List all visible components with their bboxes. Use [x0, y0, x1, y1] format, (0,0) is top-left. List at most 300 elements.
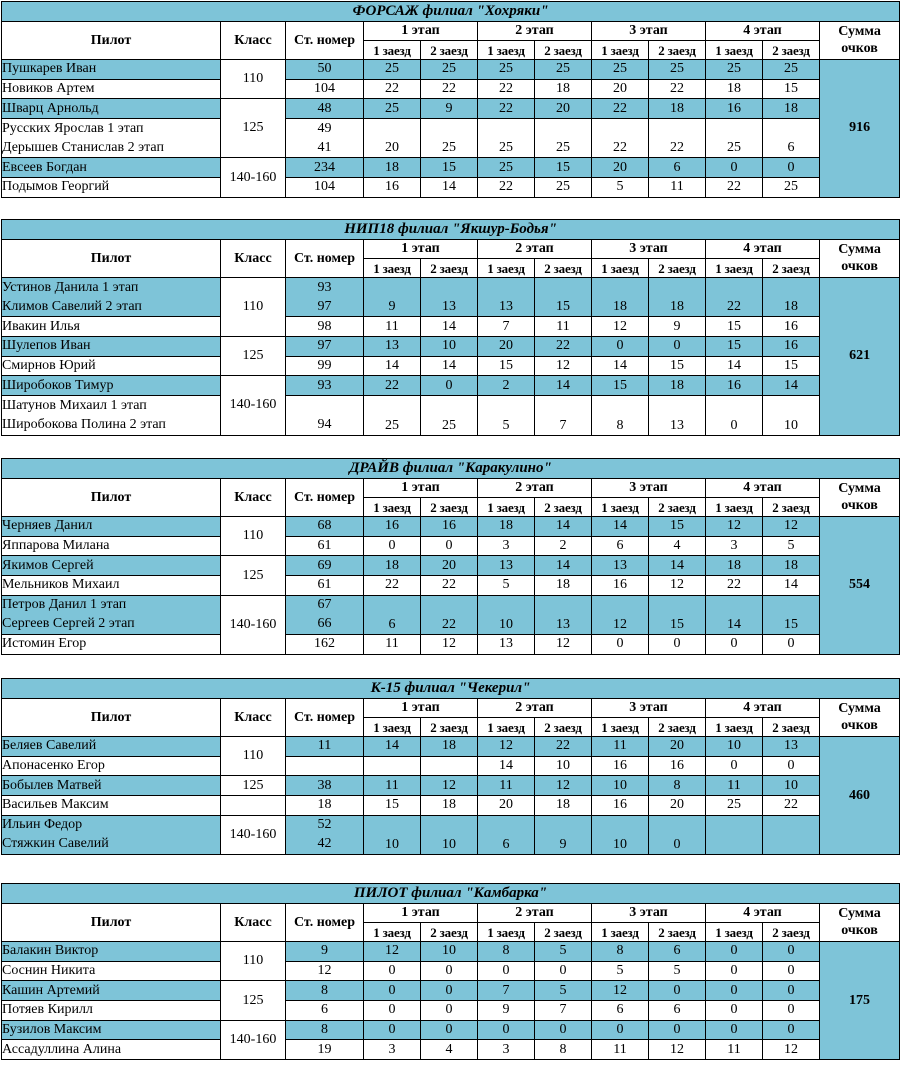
- pilot-name: [2, 942, 221, 962]
- team-title: К-15 филиал "Чекерил": [2, 679, 900, 699]
- race-score: 11: [364, 635, 421, 655]
- race-score: 0: [364, 981, 421, 1001]
- race-score: 18: [649, 376, 706, 396]
- race-score: 12: [706, 517, 763, 537]
- pilot-name: [2, 99, 221, 119]
- pilot-name: [2, 278, 221, 317]
- race-score: 8: [592, 942, 649, 962]
- race-score: 20: [421, 556, 478, 576]
- start-number: [286, 1040, 364, 1060]
- start-number: [286, 317, 364, 337]
- start-number: [286, 99, 364, 119]
- start-number-line: 66: [317, 616, 332, 632]
- race-score: 0: [706, 942, 763, 962]
- header-race-1: 1 заезд: [706, 498, 763, 517]
- race-score: 16: [364, 517, 421, 537]
- race-score: 0: [649, 815, 706, 854]
- race-score: 20: [649, 796, 706, 816]
- start-number-line: 42: [317, 836, 332, 852]
- start-number-line: 94: [317, 416, 332, 432]
- race-score: 15: [649, 595, 706, 634]
- header-race-1: 1 заезд: [592, 718, 649, 737]
- race-score: 15: [649, 356, 706, 376]
- race-score: 13: [364, 337, 421, 357]
- table-row: [2, 776, 900, 796]
- race-score: 14: [763, 376, 820, 396]
- race-score: 10: [592, 815, 649, 854]
- race-score: 22: [364, 376, 421, 396]
- pilot-name: [2, 1020, 221, 1040]
- race-score: 11: [535, 317, 592, 337]
- pilot-name-line: Потяев Кирилл: [2, 1002, 93, 1018]
- team-title: ФОРСАЖ филиал "Хохряки": [2, 2, 900, 22]
- race-score: 11: [649, 178, 706, 198]
- race-score: 25: [364, 99, 421, 119]
- race-score: 0: [364, 536, 421, 556]
- header-race-2: 2 заезд: [649, 718, 706, 737]
- race-score: 0: [763, 635, 820, 655]
- header-start-number: Ст. номер: [286, 479, 364, 517]
- race-score: 22: [535, 737, 592, 757]
- start-number-line: 97: [317, 298, 332, 314]
- race-score: 22: [421, 576, 478, 596]
- start-number-line: [286, 399, 363, 413]
- pilot-name-line: Петров Данил 1 этап: [2, 597, 127, 613]
- race-score: 14: [421, 317, 478, 337]
- start-number: [286, 961, 364, 981]
- header-sum-line2: очков: [841, 41, 878, 56]
- race-score: 14: [364, 737, 421, 757]
- header-stage: 1 этап: [364, 22, 478, 41]
- team-total-points: 175: [820, 942, 900, 1060]
- race-score: 0: [706, 981, 763, 1001]
- race-score: 9: [535, 815, 592, 854]
- race-score: 12: [592, 595, 649, 634]
- header-race-2: 2 заезд: [421, 923, 478, 942]
- header-stage: 2 этап: [478, 240, 592, 259]
- header-race-1: 1 заезд: [364, 718, 421, 737]
- race-score: 5: [478, 576, 535, 596]
- race-score: 22: [478, 178, 535, 198]
- race-score: 25: [478, 60, 535, 80]
- race-score: 12: [535, 635, 592, 655]
- race-score: 0: [649, 635, 706, 655]
- start-number-line: 8: [321, 1022, 328, 1038]
- header-stage: 3 этап: [592, 479, 706, 498]
- start-number-line: 50: [317, 61, 332, 77]
- race-score: 15: [706, 337, 763, 357]
- start-number: [286, 796, 364, 816]
- header-race-1: 1 заезд: [592, 498, 649, 517]
- race-score: 16: [592, 796, 649, 816]
- pilot-name: [2, 396, 221, 435]
- table-row: [2, 1040, 900, 1060]
- header-race-2: 2 заезд: [535, 718, 592, 737]
- race-score: 25: [364, 396, 421, 435]
- header-pilot: Пилот: [2, 240, 221, 278]
- start-number: [286, 517, 364, 537]
- race-score: 11: [706, 1040, 763, 1060]
- start-number-line: 162: [314, 636, 335, 652]
- team-table: [1, 219, 900, 436]
- table-row: [2, 178, 900, 198]
- header-sum-line1: Сумма: [838, 481, 881, 496]
- team-table: [1, 458, 900, 655]
- header-start-number: Ст. номер: [286, 22, 364, 60]
- race-score: 18: [535, 796, 592, 816]
- header-race-1: 1 заезд: [706, 923, 763, 942]
- race-score: 22: [592, 99, 649, 119]
- pilot-name-line: Дерышев Станислав 2 этап: [2, 139, 164, 155]
- race-score: 5: [649, 961, 706, 981]
- race-score: 5: [592, 178, 649, 198]
- race-score: 0: [421, 536, 478, 556]
- header-stage: 3 этап: [592, 904, 706, 923]
- start-number-line: 99: [317, 358, 332, 374]
- start-number: [286, 79, 364, 99]
- team-table: [1, 678, 900, 855]
- race-score: 0: [706, 396, 763, 435]
- team-total-points: 916: [820, 60, 900, 198]
- start-number: [286, 1020, 364, 1040]
- race-score: 5: [763, 536, 820, 556]
- race-score: 16: [364, 178, 421, 198]
- header-race-2: 2 заезд: [763, 259, 820, 278]
- race-score: 5: [535, 981, 592, 1001]
- team-title: ДРАЙВ филиал "Каракулино": [2, 459, 900, 479]
- header-points-sum: [820, 699, 900, 737]
- race-score: 22: [421, 595, 478, 634]
- start-number-line: 61: [317, 538, 332, 554]
- race-score: 16: [421, 517, 478, 537]
- race-score: 13: [478, 635, 535, 655]
- table-row: [2, 278, 900, 317]
- pilot-name-line: Подымов Георгий: [2, 179, 110, 195]
- header-race-1: 1 заезд: [592, 41, 649, 60]
- race-score: 0: [535, 961, 592, 981]
- race-score: 10: [364, 815, 421, 854]
- race-score: 10: [763, 776, 820, 796]
- race-score: 25: [706, 60, 763, 80]
- pilot-name-line: Черняев Данил: [2, 518, 93, 534]
- race-score: 0: [706, 756, 763, 776]
- pilot-class: 110: [221, 737, 286, 776]
- table-row: [2, 1001, 900, 1021]
- table-row: [2, 158, 900, 178]
- race-score: 0: [763, 981, 820, 1001]
- header-stage: 2 этап: [478, 699, 592, 718]
- race-score: 18: [364, 158, 421, 178]
- race-score: 16: [763, 337, 820, 357]
- race-score: 7: [478, 317, 535, 337]
- start-number-line: 19: [317, 1041, 332, 1057]
- pilot-class: 140-160: [221, 376, 286, 435]
- race-score: 0: [706, 1001, 763, 1021]
- race-score: 22: [478, 79, 535, 99]
- race-score: 0: [592, 635, 649, 655]
- pilot-name: [2, 1001, 221, 1021]
- race-score: 3: [478, 536, 535, 556]
- race-score: 15: [763, 356, 820, 376]
- pilot-name: [2, 536, 221, 556]
- start-number: [286, 737, 364, 757]
- race-score: 14: [535, 376, 592, 396]
- race-score: 0: [763, 942, 820, 962]
- race-score: 10: [478, 595, 535, 634]
- table-row: [2, 576, 900, 596]
- header-race-2: 2 заезд: [763, 923, 820, 942]
- table-row: [2, 337, 900, 357]
- race-score: 25: [649, 60, 706, 80]
- race-score: 20: [649, 737, 706, 757]
- table-row: [2, 961, 900, 981]
- pilot-class: [221, 796, 286, 816]
- race-score: 0: [421, 981, 478, 1001]
- race-score: 4: [649, 536, 706, 556]
- start-number: [286, 776, 364, 796]
- header-race-1: 1 заезд: [364, 498, 421, 517]
- pilot-class: 125: [221, 981, 286, 1020]
- header-race-2: 2 заезд: [421, 718, 478, 737]
- race-score: 12: [535, 776, 592, 796]
- race-score: 15: [706, 317, 763, 337]
- start-number: [286, 356, 364, 376]
- race-score: 7: [535, 396, 592, 435]
- race-score: 22: [649, 79, 706, 99]
- race-score: 20: [535, 99, 592, 119]
- table-row: [2, 595, 900, 634]
- header-sum-line2: очков: [841, 718, 878, 733]
- pilot-name-line: Мельников Михаил: [2, 577, 120, 593]
- race-score: 22: [478, 99, 535, 119]
- pilot-name-line: Якимов Сергей: [2, 557, 94, 573]
- header-sum-line1: Сумма: [838, 906, 881, 921]
- race-score: 12: [649, 576, 706, 596]
- race-score: 6: [649, 1001, 706, 1021]
- race-score: 14: [592, 356, 649, 376]
- pilot-class: 140-160: [221, 1020, 286, 1059]
- race-score: 20: [478, 337, 535, 357]
- header-sum-line1: Сумма: [838, 242, 881, 257]
- pilot-name-line: Климов Савелий 2 этап: [2, 298, 142, 314]
- header-race-2: 2 заезд: [649, 259, 706, 278]
- start-number: [286, 1001, 364, 1021]
- race-score: 12: [421, 776, 478, 796]
- race-score: 16: [649, 756, 706, 776]
- pilot-class: 140-160: [221, 595, 286, 654]
- race-score: 0: [421, 961, 478, 981]
- race-score: [763, 815, 820, 854]
- race-score: 22: [421, 79, 478, 99]
- header-class: Класс: [221, 479, 286, 517]
- race-score: 0: [364, 1020, 421, 1040]
- header-stage: 4 этап: [706, 479, 820, 498]
- pilot-name: [2, 595, 221, 634]
- start-number-line: 49: [317, 120, 332, 136]
- header-stage: 1 этап: [364, 904, 478, 923]
- race-score: 0: [763, 961, 820, 981]
- table-row: [2, 79, 900, 99]
- start-number: [286, 278, 364, 317]
- race-score: 0: [421, 376, 478, 396]
- race-score: 25: [592, 60, 649, 80]
- table-row: [2, 119, 900, 158]
- start-number-line: 98: [317, 318, 332, 334]
- start-number-line: 104: [314, 81, 335, 97]
- race-score: 3: [706, 536, 763, 556]
- header-race-2: 2 заезд: [763, 718, 820, 737]
- pilot-name: [2, 796, 221, 816]
- header-pilot: Пилот: [2, 904, 221, 942]
- header-class: Класс: [221, 240, 286, 278]
- race-score: 20: [592, 79, 649, 99]
- header-stage: 1 этап: [364, 479, 478, 498]
- pilot-class: 110: [221, 60, 286, 99]
- start-number-line: 52: [317, 817, 332, 833]
- header-race-2: 2 заезд: [421, 259, 478, 278]
- header-race-2: 2 заезд: [763, 41, 820, 60]
- pilot-class: 125: [221, 556, 286, 595]
- race-score: 14: [535, 517, 592, 537]
- race-score: 0: [763, 1020, 820, 1040]
- pilot-name-line: Бобылев Матвей: [2, 777, 102, 793]
- start-number: [286, 815, 364, 854]
- pilot-name: [2, 1040, 221, 1060]
- pilot-name-line: Шварц Арнольд: [2, 100, 99, 116]
- pilot-class: 140-160: [221, 158, 286, 197]
- pilot-name: [2, 981, 221, 1001]
- header-start-number: Ст. номер: [286, 699, 364, 737]
- race-score: 8: [592, 396, 649, 435]
- race-score: 25: [535, 119, 592, 158]
- race-score: 14: [649, 556, 706, 576]
- race-score: 12: [364, 942, 421, 962]
- race-score: 12: [592, 317, 649, 337]
- table-row: [2, 981, 900, 1001]
- race-score: 0: [592, 1020, 649, 1040]
- start-number: [286, 981, 364, 1001]
- race-score: 15: [364, 796, 421, 816]
- race-score: [364, 756, 421, 776]
- race-score: 18: [763, 556, 820, 576]
- header-stage: 2 этап: [478, 479, 592, 498]
- race-score: 7: [478, 981, 535, 1001]
- pilot-name-line: Яппарова Милана: [2, 538, 110, 554]
- race-score: 10: [421, 942, 478, 962]
- race-score: 0: [421, 1020, 478, 1040]
- race-score: 11: [478, 776, 535, 796]
- race-score: 18: [706, 556, 763, 576]
- race-score: 0: [706, 635, 763, 655]
- start-number-line: 104: [314, 179, 335, 195]
- pilot-name-line: Шулепов Иван: [2, 338, 91, 354]
- race-score: 13: [649, 396, 706, 435]
- race-score: 7: [535, 1001, 592, 1021]
- team-title: НИП18 филиал "Якшур-Бодья": [2, 220, 900, 240]
- race-score: 12: [592, 981, 649, 1001]
- start-number: [286, 536, 364, 556]
- race-score: 0: [763, 158, 820, 178]
- pilot-name: [2, 158, 221, 178]
- race-score: 18: [478, 517, 535, 537]
- start-number: [286, 635, 364, 655]
- race-score: 14: [706, 595, 763, 634]
- race-score: 14: [592, 517, 649, 537]
- race-score: 18: [421, 796, 478, 816]
- race-score: 12: [478, 737, 535, 757]
- race-score: 25: [478, 119, 535, 158]
- team-title: ПИЛОТ филиал "Камбарка": [2, 884, 900, 904]
- race-score: 6: [649, 942, 706, 962]
- header-race-1: 1 заезд: [478, 498, 535, 517]
- header-stage: 1 этап: [364, 699, 478, 718]
- race-score: 0: [592, 337, 649, 357]
- header-race-2: 2 заезд: [421, 498, 478, 517]
- header-race-1: 1 заезд: [364, 259, 421, 278]
- header-race-2: 2 заезд: [649, 41, 706, 60]
- header-stage: 2 этап: [478, 22, 592, 41]
- start-number: [286, 756, 364, 776]
- race-score: 12: [763, 517, 820, 537]
- pilot-name: [2, 756, 221, 776]
- race-score: 22: [763, 796, 820, 816]
- pilot-name-line: Кашин Артемий: [2, 982, 100, 998]
- race-score: 0: [706, 961, 763, 981]
- race-score: 20: [478, 796, 535, 816]
- race-score: 6: [592, 1001, 649, 1021]
- table-row: [2, 756, 900, 776]
- race-score: 6: [763, 119, 820, 158]
- pilot-name: [2, 376, 221, 396]
- header-race-1: 1 заезд: [706, 41, 763, 60]
- race-score: 25: [706, 119, 763, 158]
- header-race-1: 1 заезд: [364, 923, 421, 942]
- pilot-class: 110: [221, 942, 286, 981]
- table-row: [2, 356, 900, 376]
- pilot-name-line: Устинов Данила 1 этап: [2, 279, 139, 295]
- race-score: 20: [592, 158, 649, 178]
- header-race-2: 2 заезд: [421, 41, 478, 60]
- header-sum-line1: Сумма: [838, 24, 881, 39]
- race-score: 22: [364, 79, 421, 99]
- table-row: [2, 1020, 900, 1040]
- start-number: [286, 376, 364, 396]
- race-score: 12: [421, 635, 478, 655]
- race-score: 13: [535, 595, 592, 634]
- header-race-1: 1 заезд: [706, 718, 763, 737]
- header-race-2: 2 заезд: [535, 259, 592, 278]
- race-score: 22: [535, 337, 592, 357]
- header-race-2: 2 заезд: [649, 498, 706, 517]
- header-race-2: 2 заезд: [649, 923, 706, 942]
- header-stage: 4 этап: [706, 904, 820, 923]
- pilot-name-line: Евсеев Богдан: [2, 159, 87, 175]
- start-number-line: 38: [317, 777, 332, 793]
- race-score: 10: [421, 815, 478, 854]
- start-number-line: 18: [317, 797, 332, 813]
- race-score: 25: [535, 178, 592, 198]
- race-score: 16: [592, 576, 649, 596]
- race-score: 18: [763, 278, 820, 317]
- race-score: 14: [364, 356, 421, 376]
- header-race-1: 1 заезд: [706, 259, 763, 278]
- race-score: 9: [421, 99, 478, 119]
- race-score: 13: [478, 556, 535, 576]
- race-score: 15: [535, 158, 592, 178]
- pilot-name-line: Истомин Егор: [2, 636, 87, 652]
- table-row: [2, 376, 900, 396]
- pilot-name-line: Пушкарев Иван: [2, 61, 97, 77]
